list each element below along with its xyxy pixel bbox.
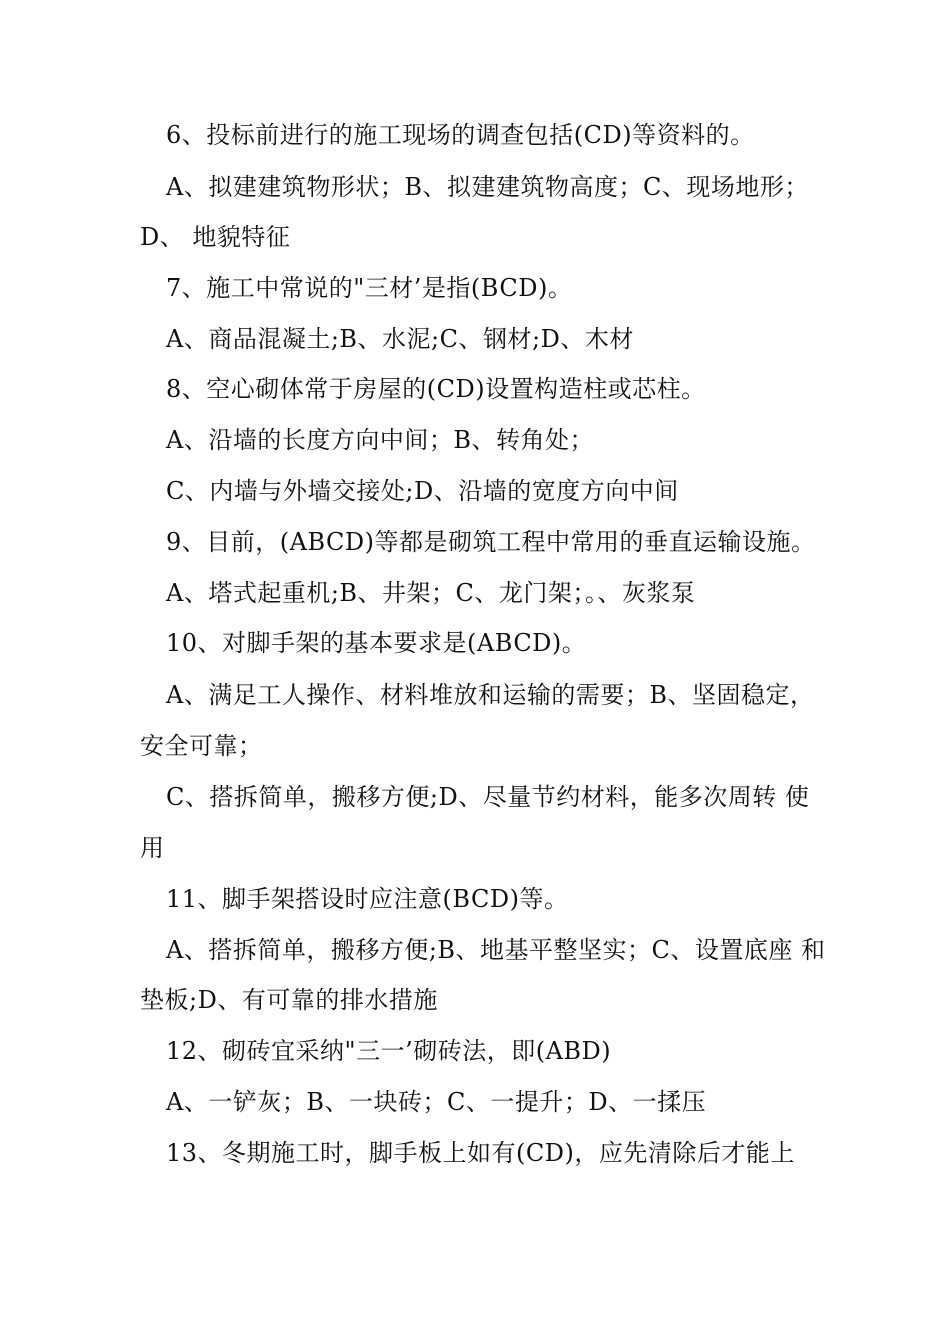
question-10-options-wrap-1: 安全可靠； bbox=[140, 732, 263, 760]
question-8-options: A、沿墙的长度方向中间；B、转角处； bbox=[166, 426, 594, 454]
question-9: 9、目前，(ABCD)等都是砌筑工程中常用的垂直运输设施。 bbox=[166, 528, 816, 556]
question-13: 13、冬期施工时，脚手板上如有(CD)，应先清除后才能上 bbox=[166, 1139, 795, 1167]
question-6-options-continued: D、 地貌特征 bbox=[140, 223, 291, 251]
question-12-options: A、一铲灰；B、一块砖；C、一提升；D、一揉压 bbox=[166, 1088, 707, 1116]
question-11-options: A、搭拆简单，搬移方便;B、地基平整坚实；C、设置底座 和 bbox=[166, 936, 826, 964]
question-11: 11、脚手架搭设时应注意(BCD)等。 bbox=[166, 885, 569, 913]
question-11-options-wrap: 垫板;D、有可靠的排水措施 bbox=[140, 986, 438, 1014]
question-10-options-wrap-2: 用 bbox=[140, 834, 165, 862]
question-6-options: A、拟建建筑物形状；B、拟建建筑物高度；C、现场地形； bbox=[166, 173, 809, 201]
question-8: 8、空心砌体常于房屋的(CD)设置构造柱或芯柱。 bbox=[166, 375, 706, 403]
question-12: 12、砌砖宜采纳"三一’砌砖法，即(ABD) bbox=[166, 1037, 612, 1065]
question-10: 10、对脚手架的基本要求是(ABCD)。 bbox=[166, 629, 587, 657]
question-8-options-continued: C、内墙与外墙交接处;D、沿墙的宽度方向中间 bbox=[166, 477, 679, 505]
question-9-options: A、塔式起重机;B、井架；C、龙门架；。、灰浆泵 bbox=[166, 579, 696, 607]
question-7: 7、施工中常说的"三材’是指(BCD)。 bbox=[166, 274, 573, 302]
question-10-options-line-2: C、搭拆简单，搬移方便;D、尽量节约材料，能多次周转 使 bbox=[166, 783, 810, 811]
question-7-options: A、商品混凝土;B、水泥;C、钢材;D、木材 bbox=[166, 325, 634, 353]
question-6: 6、投标前进行的施工现场的调查包括(CD)等资料的。 bbox=[166, 121, 755, 149]
question-10-options: A、满足工人操作、材料堆放和运输的需要；B、坚固稳定， bbox=[166, 681, 815, 709]
